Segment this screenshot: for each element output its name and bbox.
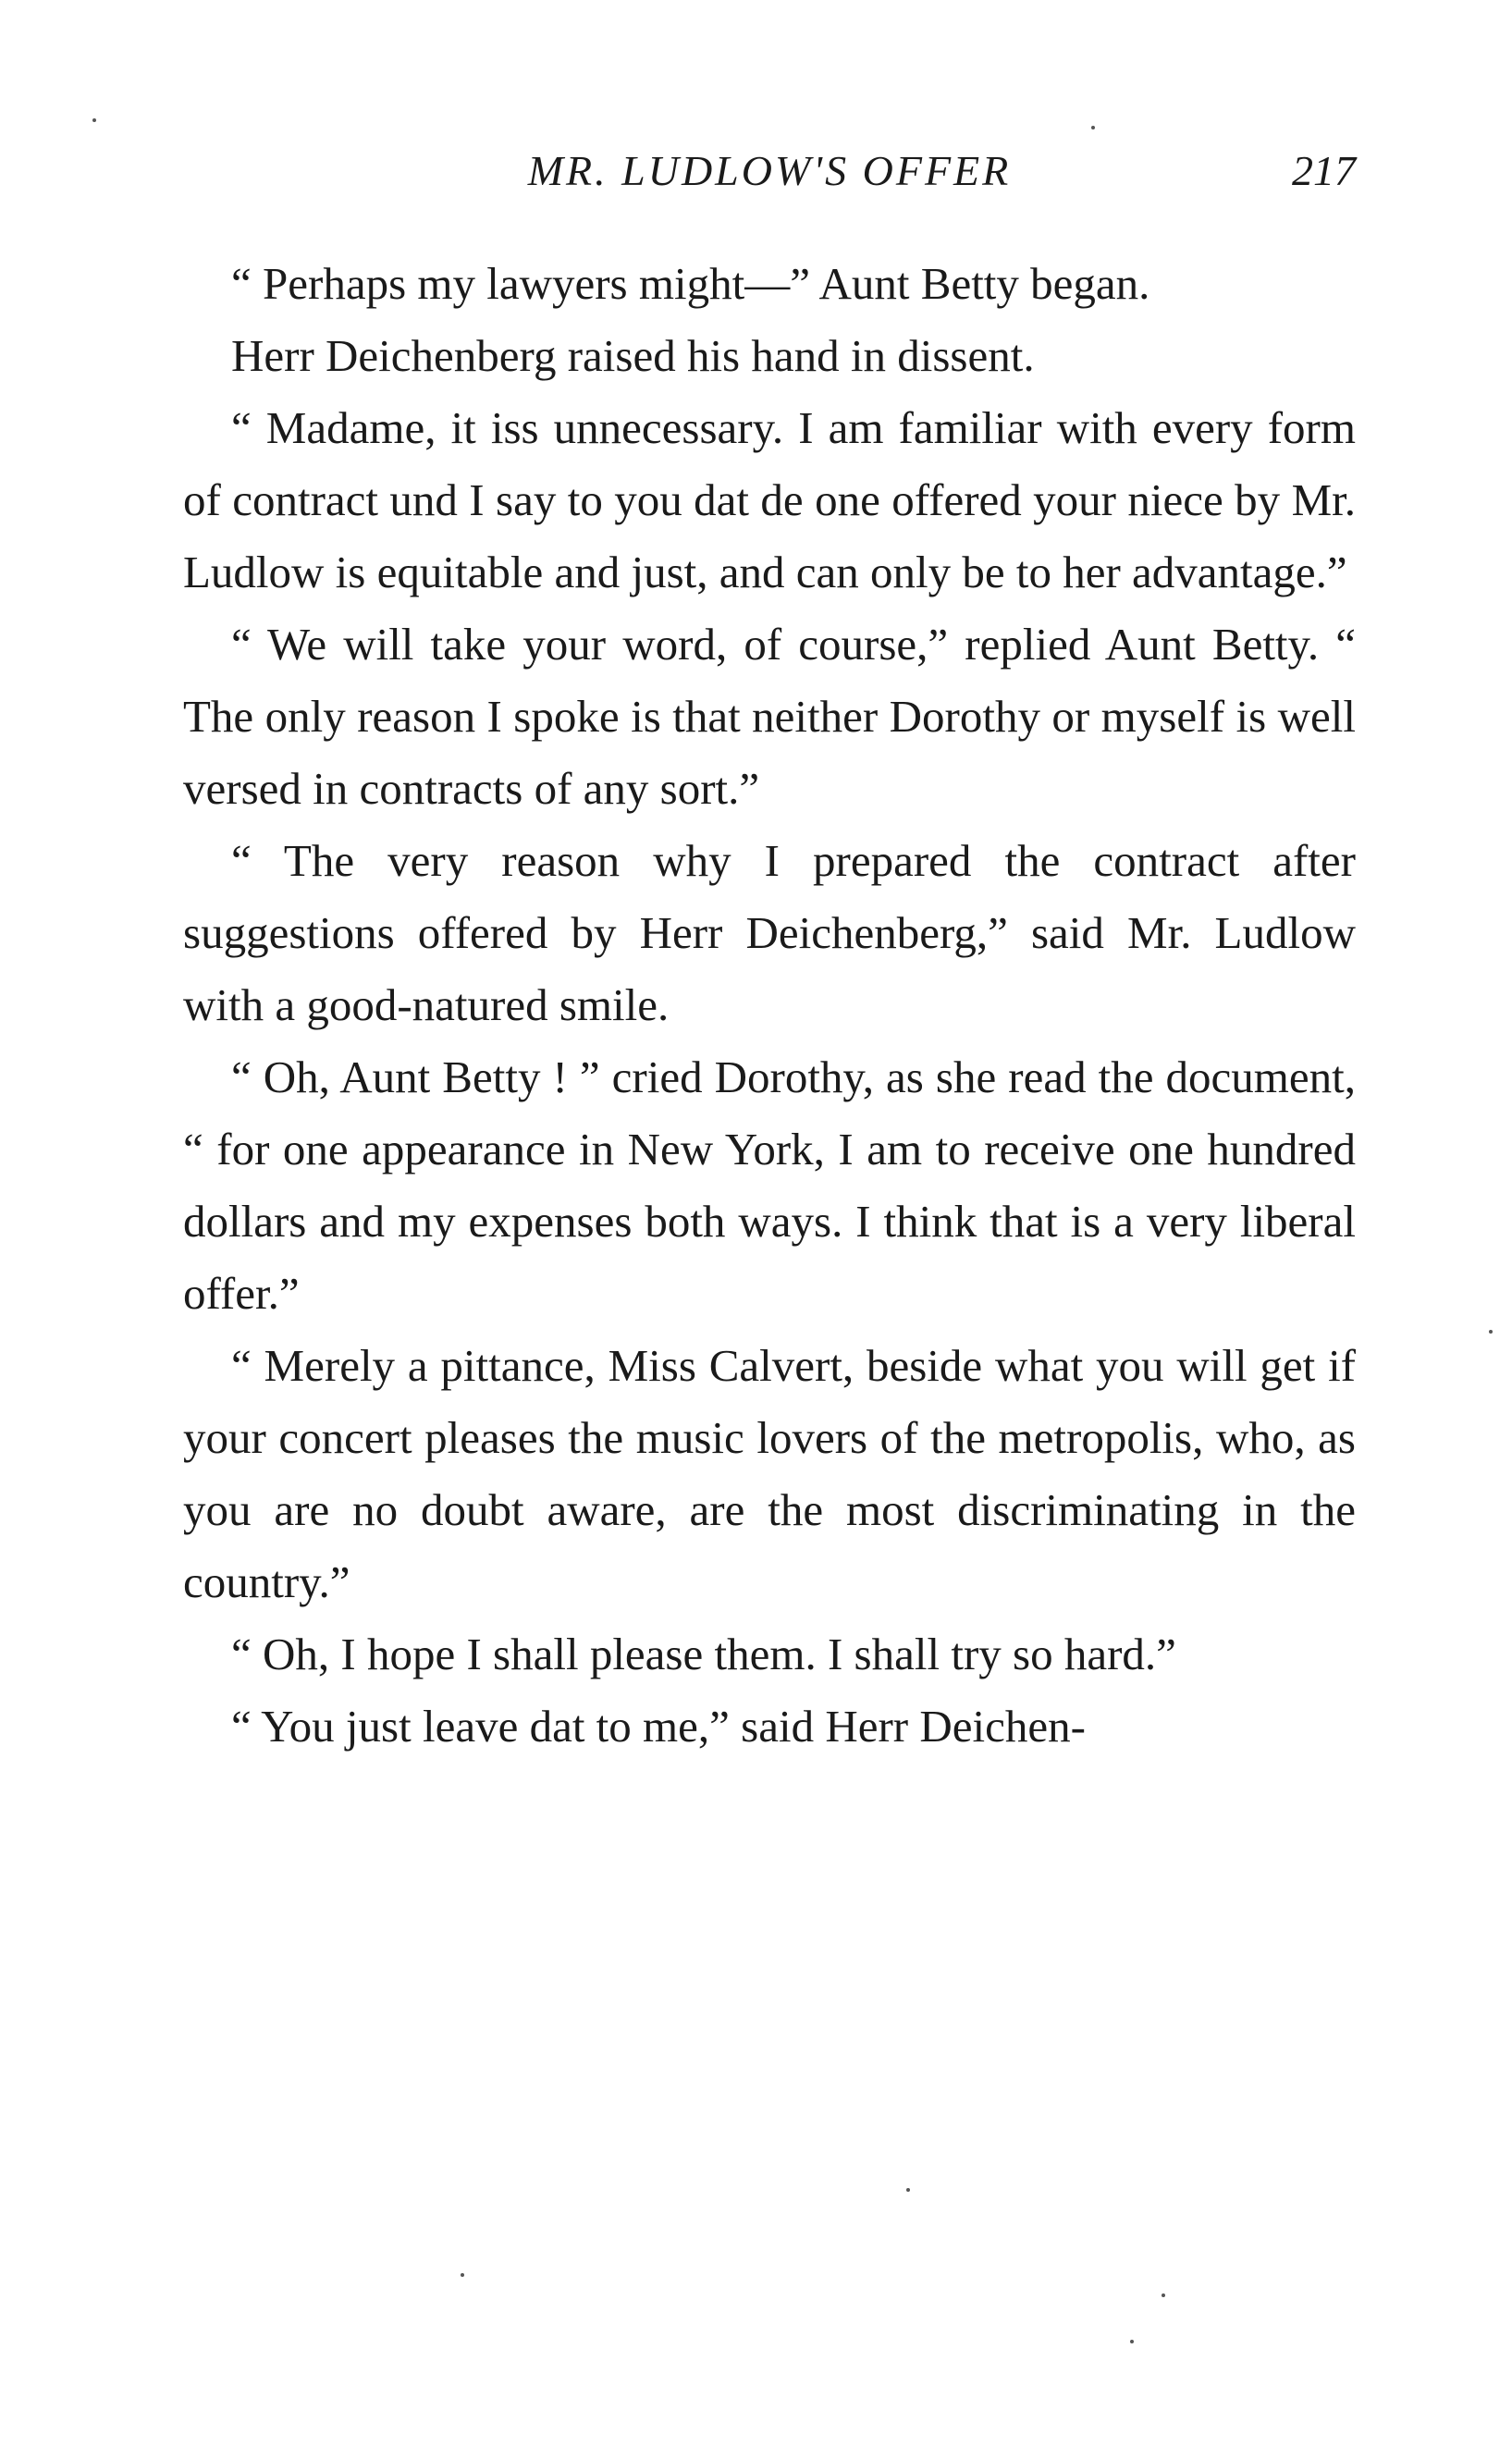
paragraph: “ Oh, Aunt Betty ! ” cried Dorothy, as she read the document, “ for one appearance in New York, I am to receive one hundred dollars and my expenses both ways. I think that is a very liberal offer.”: [183, 1051, 1356, 1319]
paragraph: “ Merely a pittance, Miss Calvert, beside what you will get if your concert pleases the music lovers of the metropolis, who, as you are no doubt aware, are the most discriminating in the country.”: [183, 1340, 1356, 1607]
paragraph: Herr Deichenberg raised his hand in dissent.: [231, 330, 1035, 381]
running-title: MR. LUDLOW'S OFFER: [527, 147, 1012, 194]
paragraph: “ Oh, I hope I shall please them. I shall try so hard.”: [231, 1629, 1176, 1679]
paragraph: “ Madame, it iss unnecessary. I am familiar with every form of contract und I say to you dat de one offered your niece by Mr. Ludlow is equitable and just, and can only be to her advantage.”: [183, 402, 1356, 597]
paragraph: “ You just leave dat to me,” said Herr Deichen-: [231, 1701, 1086, 1752]
paper-speck: [1489, 1330, 1493, 1334]
paper-speck: [906, 2188, 910, 2192]
running-head: [183, 146, 1356, 211]
paragraph: “ The very reason why I prepared the contract after suggestions offered by Herr Deichenberg,” said Mr. Ludlow with a good-natured smile.: [183, 835, 1356, 1030]
paper-speck: [1130, 2340, 1134, 2343]
paragraph: “ We will take your word, of course,” replied Aunt Betty. “ The only reason I spoke is that neither Dorothy or myself is well versed in contracts of any sort.”: [183, 619, 1356, 814]
paragraph: “ Perhaps my lawyers might—” Aunt Betty began.: [231, 258, 1150, 309]
body-text: [183, 248, 1356, 1763]
page-number: 217: [1292, 147, 1356, 194]
paper-speck: [1162, 2293, 1165, 2297]
paper-speck: [1091, 126, 1095, 129]
paper-speck: [92, 118, 96, 122]
paper-speck: [461, 2273, 464, 2277]
